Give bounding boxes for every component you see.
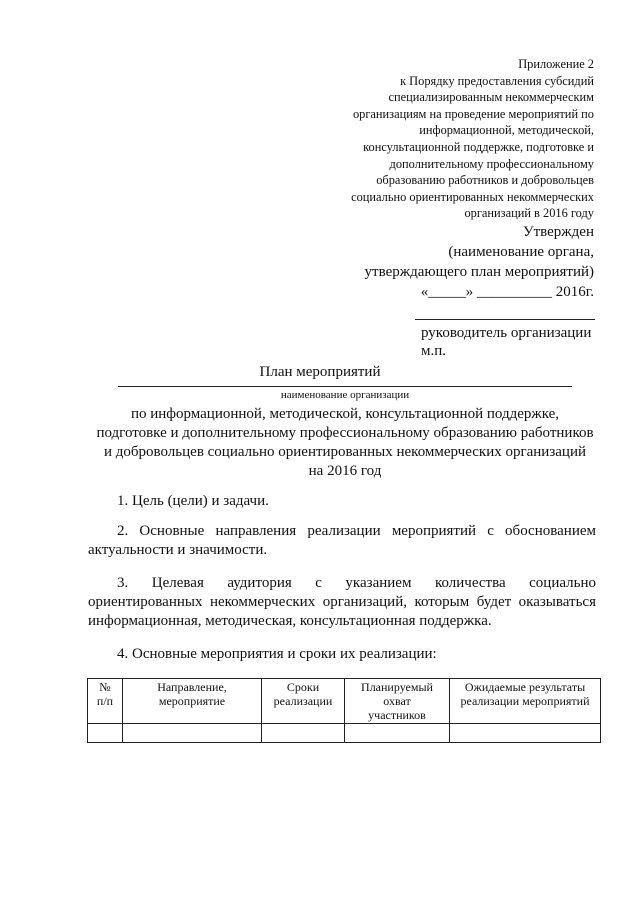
header-text: Направление, xyxy=(157,680,227,694)
appendix-line: социально ориентированных некоммерческих xyxy=(351,189,594,204)
header-results xyxy=(450,679,601,724)
header-text: реализации xyxy=(273,694,333,708)
section-3-line: ориентированных некоммерческих организаций, которым будет оказываться xyxy=(88,594,596,610)
appendix-line: консультационной поддержке, подготовке и xyxy=(363,139,594,154)
section-2-line: актуальности и значимости. xyxy=(88,542,268,558)
section-1: 1. Цель (цели) и задачи. xyxy=(117,493,269,509)
header-text: № xyxy=(99,680,111,694)
section-2-line: 2. Основные направления реализации мероприятий с обоснованием xyxy=(117,523,596,539)
header-text: Ожидаемые результаты xyxy=(464,680,586,694)
table-cell[interactable] xyxy=(262,724,345,743)
plan-title: План мероприятий xyxy=(259,364,381,380)
header-text: мероприятие xyxy=(158,694,226,708)
table-cell[interactable] xyxy=(345,724,450,743)
section-3-line: информационная, методическая, консультационная поддержка. xyxy=(88,613,492,629)
appendix-block xyxy=(294,56,594,222)
header-coverage xyxy=(345,679,450,724)
section-2 xyxy=(88,522,596,560)
appendix-line: дополнительному профессиональному xyxy=(389,156,594,171)
appendix-line: образованию работников и добровольцев xyxy=(376,173,594,188)
table-cell[interactable] xyxy=(450,724,601,743)
approval-date-line: «_____» __________ 2016г. xyxy=(420,284,594,300)
stamp-label: м.п. xyxy=(421,343,447,359)
table-header-row xyxy=(88,679,601,724)
signature-line xyxy=(415,319,595,320)
section-3-line: 3. Целевая аудитория с указанием количества социально xyxy=(117,575,596,591)
appendix-line: специализированным некоммерческим xyxy=(388,90,594,105)
appendix-line: к Порядку предоставления субсидий xyxy=(400,73,594,88)
appendix-line: информационной, методической, xyxy=(419,123,594,138)
plan-subtitle-line: подготовке и дополнительному профессиональному образованию работников xyxy=(96,425,594,441)
header-text: Сроки xyxy=(286,680,320,694)
header-text: охват xyxy=(383,694,411,708)
table-cell[interactable] xyxy=(123,724,262,743)
approval-line: Утвержден xyxy=(522,224,594,240)
header-text: реализации мероприятий xyxy=(460,694,590,708)
approval-line: (наименование органа, xyxy=(448,244,594,260)
section-3 xyxy=(88,574,596,631)
approval-block xyxy=(294,222,594,302)
appendix-line: организаций в 2016 году xyxy=(464,206,594,221)
plan-subtitle-line: и добровольцев социально ориентированных некоммерческих организаций xyxy=(103,444,586,460)
header-direction xyxy=(123,679,262,724)
header-terms xyxy=(262,679,345,724)
org-name-line xyxy=(118,386,572,387)
header-text: п/п xyxy=(96,694,114,708)
plan-subtitle-line: на 2016 год xyxy=(308,463,382,479)
signatory-label: руководитель организации xyxy=(421,325,592,341)
header-number xyxy=(88,679,123,724)
appendix-line: организациям на проведение мероприятий по xyxy=(352,106,594,121)
section-4: 4. Основные мероприятия и сроки их реализации: xyxy=(117,646,437,662)
header-text: участников xyxy=(368,708,426,722)
table-row xyxy=(88,724,601,743)
plan-subtitle xyxy=(0,405,640,481)
org-name-caption: наименование организации xyxy=(280,389,410,401)
activities-table xyxy=(87,678,601,743)
approval-line: утверждающего план мероприятий) xyxy=(364,264,594,280)
header-text: Планируемый xyxy=(361,680,433,694)
table-cell[interactable] xyxy=(88,724,123,743)
appendix-line: Приложение 2 xyxy=(518,57,594,71)
plan-subtitle-line: по информационной, методической, консультационной поддержке, xyxy=(130,406,560,422)
